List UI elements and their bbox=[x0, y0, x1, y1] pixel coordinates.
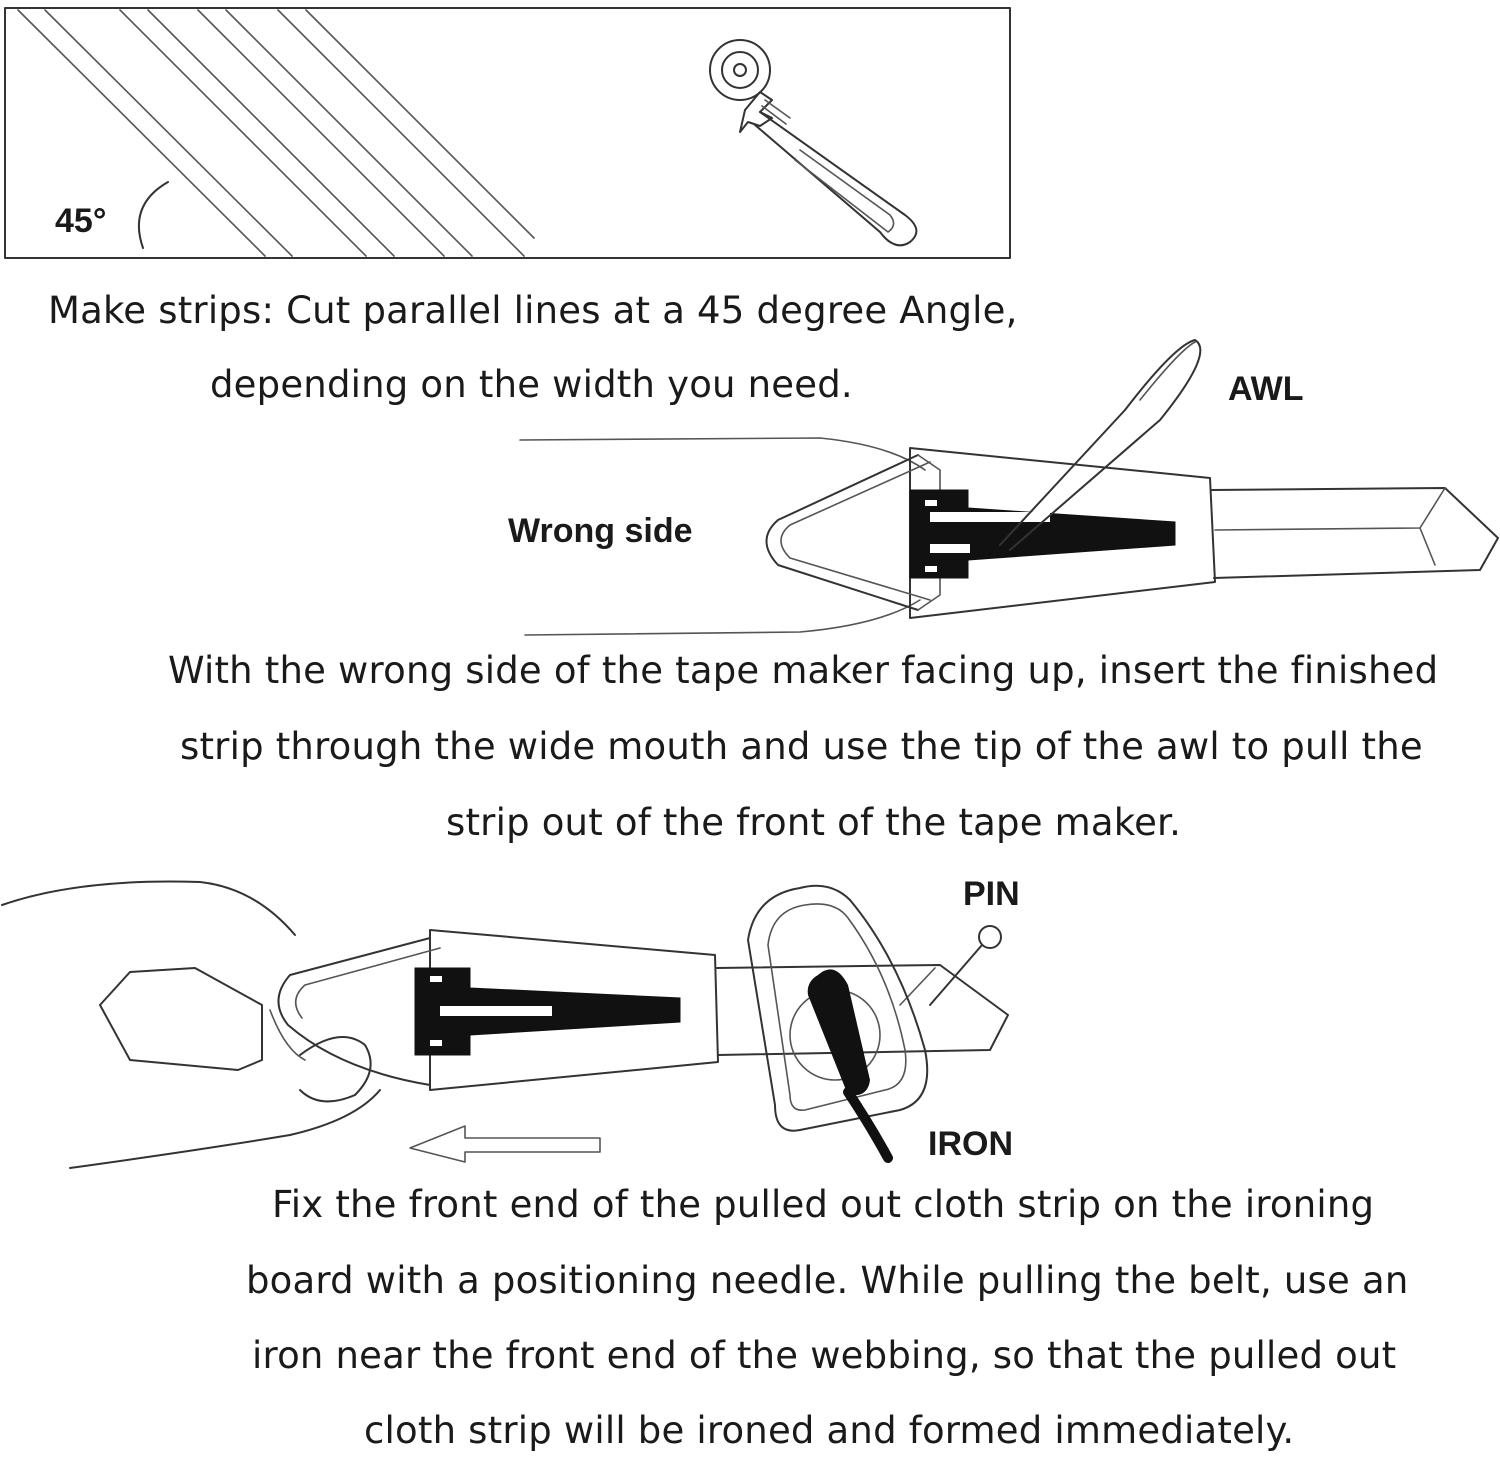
step2-caption-line1: With the wrong side of the tape maker facing up, insert the finished bbox=[168, 649, 1439, 692]
iron-icon bbox=[748, 886, 927, 1158]
step3-caption-line1: Fix the front end of the pulled out cloth strip on the ironing bbox=[272, 1183, 1375, 1226]
awl-label: AWL bbox=[1228, 370, 1304, 408]
step2-caption-line2: strip through the wide mouth and use the tip of the awl to pull the bbox=[180, 725, 1423, 768]
iron-label: IRON bbox=[928, 1125, 1013, 1163]
step3-caption-line2: board with a positioning needle. While pulling the belt, use an bbox=[246, 1259, 1409, 1302]
step3-caption-line3: iron near the front end of the webbing, so that the pulled out bbox=[252, 1334, 1397, 1377]
angle-label: 45° bbox=[55, 202, 107, 240]
tape-maker-body-2 bbox=[278, 930, 1008, 1090]
pull-direction-arrow-icon bbox=[410, 1126, 600, 1162]
step3-caption-line4: cloth strip will be ironed and formed immediately. bbox=[364, 1409, 1295, 1452]
pin-label: PIN bbox=[963, 875, 1020, 913]
wrong-side-label: Wrong side bbox=[508, 512, 693, 550]
hand-icon bbox=[2, 881, 380, 1168]
step2-caption-line3: strip out of the front of the tape maker. bbox=[446, 801, 1182, 844]
step1-caption-line2: depending on the width you need. bbox=[210, 363, 853, 406]
step1-caption-line1: Make strips: Cut parallel lines at a 45 degree Angle, bbox=[48, 289, 1018, 332]
